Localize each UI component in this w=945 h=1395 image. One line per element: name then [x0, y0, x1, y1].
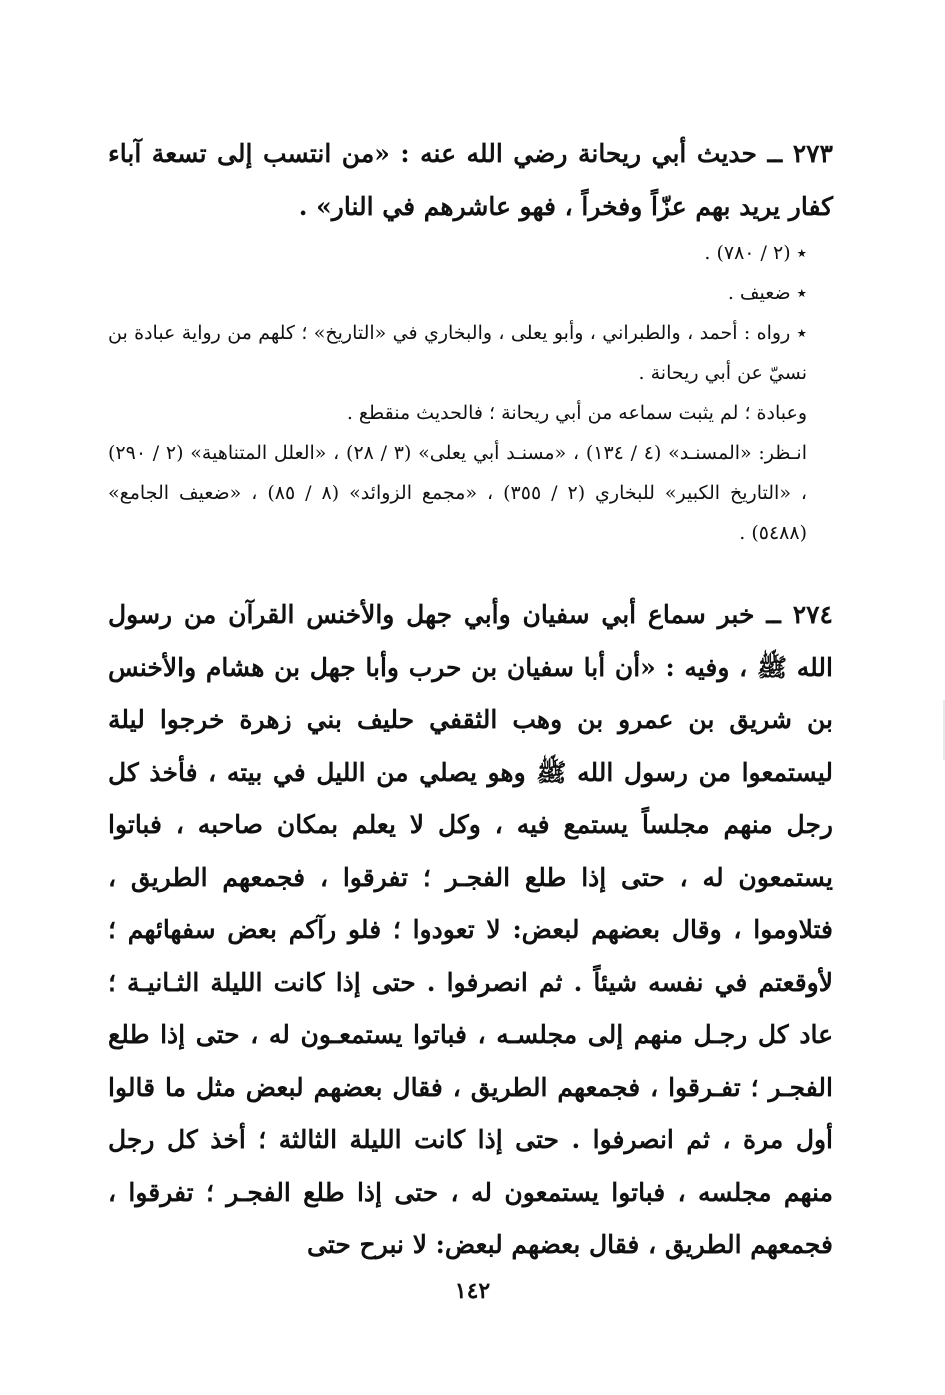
page-body [108, 128, 833, 1272]
note-remark: وعبادة ؛ لم يثبت سماعه من أبي ريحانة ؛ فالحديث منقطع . [346, 402, 807, 424]
entry-273 [108, 128, 833, 553]
entry-number-274: ٢٧٤ ــ [766, 600, 833, 629]
entry-274 [108, 589, 833, 1272]
note-sources: انـظر: «المسنـد» (٤ / ١٣٤) ، «مسنـد أبي يعلى» (٣ / ٢٨) ، «العلل المتناهية» (٢ / ٢٩٠) ، «التاريخ الكبير» للبخاري (٢ / ٣٥٥) ، «مجمع الزوائد» (٨ / ٨٥) ، «ضعيف الجامع» (٥٤٨٨) . [108, 442, 808, 544]
note-grade: ٭ ضعيف . [727, 282, 807, 304]
note-narrators: ٭ رواه : أحمد ، والطبراني ، وأبو يعلى ، والبخاري في «التاريخ» ؛ كلهم من رواية عبادة بن نسيّ عن أبي ريحانة . [108, 322, 807, 384]
hadith-274-text [108, 589, 833, 1272]
hadith-273-text [108, 128, 833, 233]
entry-number-273: ٢٧٣ ــ [767, 139, 833, 168]
note-reference: ٭ (٢ / ٧٨٠) . [704, 242, 807, 264]
page-number: ١٤٢ [454, 1278, 491, 1304]
hadith-273-body: حديث أبي ريحانة رضي الله عنه : «من انتسب إلى تسعة آباء كفار يريد بهم عزّاً وفخراً ، فهو عاشرهم في النار» . [108, 139, 833, 221]
hadith-274-body: خبر سماع أبي سفيان وأبي جهل والأخنس القرآن من رسول الله ﷺ ، وفيه : «أن أبا سفيان بن حرب وأبا جهل بن هشام والأخنس بن شريق بن عمرو بن وهب الثقفي حليف بني زهرة خرجوا ليلة ليستمعوا من رسول الله ﷺ وهو يصلي من الليل في بيته ، فأخذ كل رجل منهم مجلساً يستمع فيه ، وكل لا يعلم بمكان صاحبه ، فباتوا يستمعون له ، حتى إذا طلع الفجـر ؛ تفرقوا ، فجمعهم الطريق ، فتلاوموا ، وقال بعضهم لبعض: لا تعودوا ؛ فلو رآكم بعض سفهائهم ؛ لأوقعتم في نفسه شيئاً . ثم انصرفوا . حتى إذا كانت الليلة الثـانيـة ؛ عاد كل رجـل منهم إلى مجلسـه ، فباتوا يستمعـون له ، حتى إذا طلع الفجـر ؛ تفـرقوا ، فجمعهم الطريق ، فقال بعضهم لبعض مثل ما قالوا أول مرة ، ثم انصرفوا . حتى إذا كانت الليلة الثالثة ؛ أخذ كل رجل منهم مجلسه ، فباتوا يستمعون له ، حتى إذا طلع الفجـر ؛ تفرقوا ، فجمعهم الطريق ، فقال بعضهم لبعض: لا نبرح حتى [108, 600, 833, 1259]
